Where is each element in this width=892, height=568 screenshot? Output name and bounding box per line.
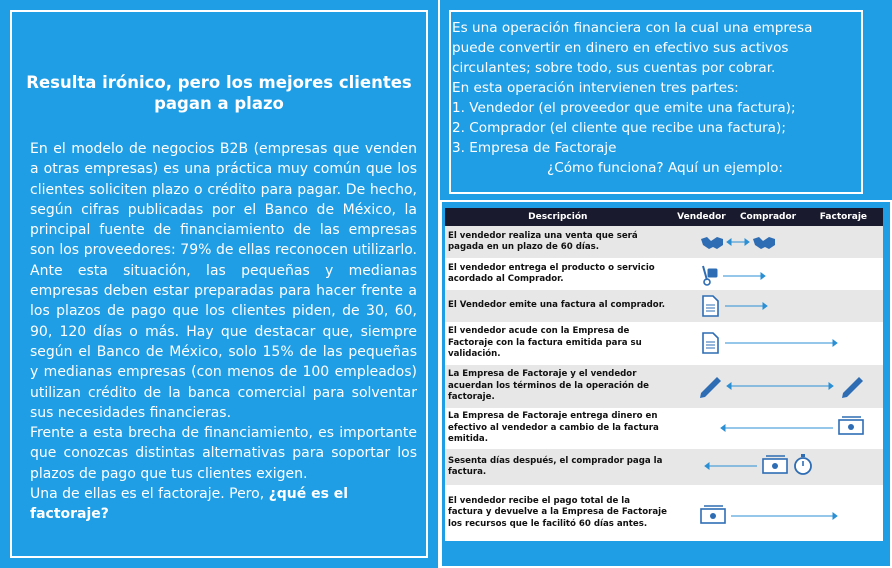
factoraje-question: ¿qué es el factoraje? [30, 486, 349, 523]
row-description: La Empresa de Factoraje y el vendedor acuerdan los términos de la operación de factoraje. [445, 365, 671, 408]
pen-icon [700, 377, 721, 398]
arrow-right [723, 273, 765, 279]
arrow-right [731, 513, 837, 519]
body-text [30, 139, 417, 525]
arrow-right [725, 340, 837, 346]
definition-line: Es una operación financiera con la cual una empresa [452, 20, 813, 36]
table-row [445, 365, 883, 408]
handshake-icon [701, 237, 723, 249]
arrow-double [727, 239, 749, 245]
pen-icon [842, 377, 863, 398]
section-title: Resulta irónico, pero los mejores clientes pagan a plazo [26, 73, 412, 113]
table-row [445, 322, 883, 365]
arrow-left [721, 425, 833, 431]
row-description: Sesenta días después, el comprador paga la factura. [445, 449, 671, 485]
definition-line: puede convertir en dinero en efectivo sus activos [452, 40, 789, 56]
header-vendedor: Vendedor [671, 208, 733, 226]
row-description: La Empresa de Factoraje entrega dinero en efectivo al vendedor a cambio de la factura emitida. [445, 408, 671, 449]
definition-panel [440, 0, 892, 200]
table-row [445, 485, 883, 541]
header-factoraje: Factoraje [804, 208, 883, 226]
header-comprador: Comprador [732, 208, 804, 226]
row-icons [671, 408, 883, 449]
document-icon [703, 333, 718, 353]
example-question: ¿Cómo funciona? Aquí un ejemplo: [547, 160, 783, 176]
row-icons [671, 365, 883, 408]
process-table [445, 208, 883, 541]
arrow-double [727, 383, 833, 389]
left-info-panel [0, 0, 438, 568]
row-icons [671, 322, 883, 365]
stopwatch-icon [795, 454, 811, 474]
hand-truck-icon [703, 266, 717, 285]
row-description: El Vendedor emite una factura al comprador. [445, 290, 671, 322]
table-row [445, 408, 883, 449]
party-item: 1. Vendedor (el proveedor que emite una factura); [452, 100, 796, 116]
row-icons [671, 485, 883, 541]
row-description: El vendedor recibe el pago total de la factura y devuelve a la Empresa de Factoraje los recursos que le facilitó 60 días antes. [445, 485, 671, 541]
document-icon [703, 296, 718, 316]
cash-icon [701, 506, 725, 523]
paragraph-2: Frente a esta brecha de financiamiento, es importante que conozcas distintas alternativas para soportar los plazos de pago que tus clientes exigen. [30, 425, 417, 482]
definition-line: circulantes; sobre todo, sus cuentas por cobrar. [452, 60, 776, 76]
handshake-icon [753, 237, 775, 249]
party-item: 3. Empresa de Factoraje [452, 140, 617, 156]
row-icons [671, 258, 883, 290]
row-icons [671, 290, 883, 322]
arrow-right [725, 303, 767, 309]
row-icons [671, 226, 883, 258]
arrow-left [705, 463, 757, 469]
row-description: El vendedor realiza una venta que será pagada en un plazo de 60 días. [445, 226, 671, 258]
header-descripcion: Descripción [445, 208, 671, 226]
table-row [445, 290, 883, 322]
row-description: El vendedor acude con la Empresa de Factoraje con la factura emitida para su validación. [445, 322, 671, 365]
paragraph-1: En el modelo de negocios B2B (empresas que venden a otras empresas) es una práctica muy común que los clientes soliciten plazo o crédito para pagar. De hecho, según cifras publicadas por el Banco de México, la principal fuente de financiamiento de las empresas son los proveedores: 79% de ellas reconocen utilizarlo. Ante esta situación, las pequeñas y medianas empresas deben estar preparadas para hacer frente a los plazos de pago que los clientes piden, de 30, 60, 90, 120 días o más. Hay que destacar que, siempre según el Banco de México, solo 15% de las pequeñas y medianas empresas (con menos de 100 empleados) utilizan crédito de la banca comercial para solventar sus necesidades financieras. [30, 141, 417, 421]
definition-line: En esta operación intervienen tres partes: [452, 80, 739, 96]
row-icons [671, 449, 883, 485]
definition-text [452, 18, 857, 178]
table-row [445, 258, 883, 290]
cash-icon [763, 456, 787, 473]
cash-icon [839, 417, 863, 434]
row-description: El vendedor entrega el producto o servicio acordado al Comprador. [445, 258, 671, 290]
table-row [445, 449, 883, 485]
party-item: 2. Comprador (el cliente que recibe una factura); [452, 120, 786, 136]
table-header-row [445, 208, 883, 226]
process-table-panel [440, 200, 892, 568]
paragraph-3 [30, 484, 417, 525]
paragraph-3-text: Una de ellas es el factoraje. Pero, [30, 486, 269, 503]
table-row [445, 226, 883, 258]
